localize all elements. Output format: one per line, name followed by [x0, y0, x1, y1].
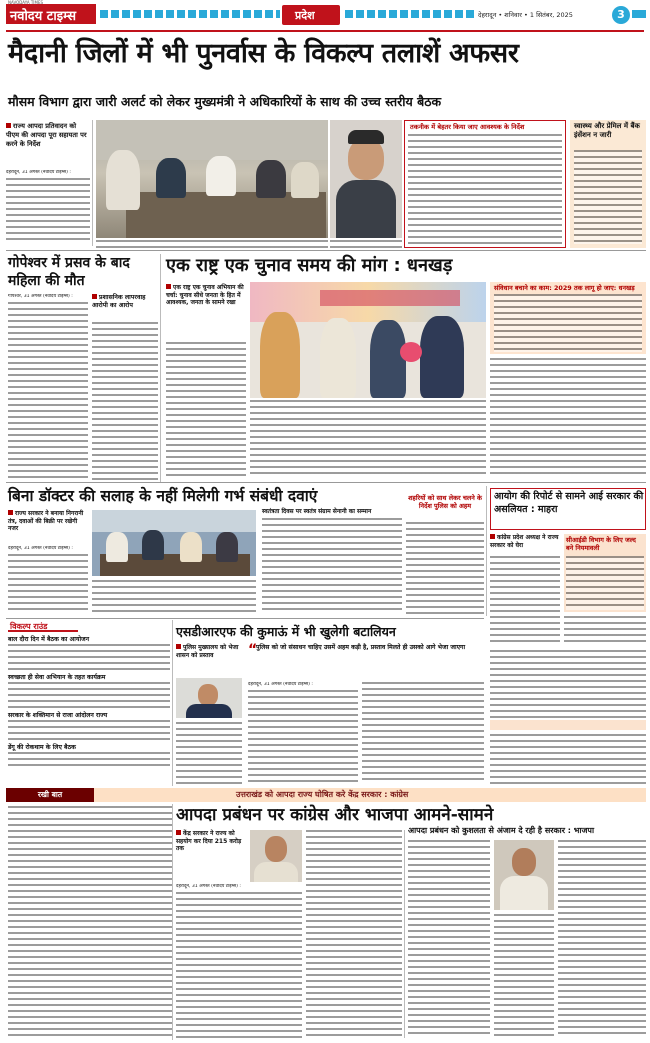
story4-quote: शहरियों को साथ लेकर चलने के निर्देश पुलिस को अहम	[408, 494, 482, 511]
story3-headline: एक राष्ट्र एक चुनाव समय की मांग : धनखड़	[166, 255, 453, 276]
story7-body-col4	[494, 914, 554, 1038]
story2-body-col1	[8, 302, 88, 480]
story4-body-col2	[92, 580, 256, 614]
col-rule	[486, 486, 487, 616]
story4-dateline: देहरादून, 31 अगस्त (नवोदय टाइम्स) :	[8, 546, 73, 551]
brief-body	[8, 752, 170, 766]
photo-person	[106, 532, 128, 562]
page-number: 3	[612, 6, 630, 24]
story7-body-col5	[558, 840, 646, 1038]
lead-headline: मैदानी जिलों में भी पुनर्वास के विकल्प तलाशें अफसर	[8, 38, 519, 69]
brief-title: स्वच्छता ही सेवा अभियान के तहत कार्यक्रम	[8, 674, 106, 681]
brief-title: बाल दौरा दिन में बैठक का आयोजन	[8, 636, 90, 643]
photo-wall	[92, 510, 256, 532]
ticker-label: रखी बात	[6, 788, 94, 802]
section-label: प्रदेश	[295, 9, 315, 22]
story4-bullet: राज्य सरकार ने बनाया निगरानी तंत्र, दवाओं की बिक्री पर रखेगी नजर	[8, 510, 88, 533]
lead-dateline: देहरादून, 31 अगस्त (नवोदय टाइम्स) :	[6, 170, 71, 175]
lead-side-box-body	[408, 134, 562, 246]
story6-body-col1	[176, 722, 242, 784]
section-rule	[6, 250, 646, 251]
story5-body-col1	[490, 556, 560, 646]
story2-headline: गोपेश्वर में प्रसव के बाद महिला की मौत	[8, 255, 130, 289]
story7-sub-headline: आपदा प्रबंधन को कुशलता से अंजाम दे रही है सरकार : भाजपा	[408, 826, 595, 835]
photo-person	[370, 320, 406, 398]
story4-headline: बिना डॉक्टर की सलाह के नहीं मिलेगी गर्भ संबंधी दवाएं	[8, 487, 318, 505]
story3-body-col1	[166, 342, 246, 478]
story4-body-col3	[262, 518, 402, 614]
brief-body	[8, 644, 170, 672]
story7-portrait-left	[250, 830, 302, 882]
lead-body-col3	[330, 240, 402, 248]
story3-body-col3	[490, 358, 646, 478]
story6-quote: पुलिस को जो संसाधन चाहिए उसमें अहम कड़ी है, प्रस्ताव मिलते ही उसको आगे भेजा जाएगा	[256, 644, 466, 651]
lead-bullet: राज्य आपदा प्रतिवादन को पीएम की आपदा पूरा सहायता पर करने के निर्देश	[6, 122, 90, 149]
section-rule	[6, 482, 646, 483]
story6-bullet: पुलिस मुख्यालय को भेजा शासन को प्रस्ताव	[176, 644, 242, 659]
brief-body	[8, 720, 170, 742]
col-rule	[160, 254, 161, 482]
story3-side-title: संविधान बचाने का काम: 2029 तक लागू हो जाए: धनखड़	[494, 284, 635, 292]
photo-person	[320, 318, 356, 398]
story7-body-col2	[306, 830, 402, 1038]
photo-person	[291, 162, 319, 198]
story5-body-col4	[490, 734, 646, 784]
lead-subhead: मौसम विभाग द्वारा जारी अलर्ट को लेकर मुख्यमंत्री ने अधिकारियों के साथ की उच्च स्तरीय बैठक	[8, 94, 442, 109]
dateline: देहरादून • शनिवार • 1 सितंबर, 2025	[478, 11, 573, 19]
col-rule	[172, 804, 173, 1040]
photo-person	[256, 160, 286, 198]
story7-headline: आपदा प्रबंधन पर कांग्रेस और भाजपा आमने-सामने	[176, 805, 494, 825]
portrait-face	[348, 138, 384, 180]
brief-title: डेंगू की रोकथाम के लिए बैठक	[8, 744, 76, 751]
portrait-coat	[336, 180, 396, 238]
photo-person	[106, 150, 140, 210]
lead-body-col2	[96, 240, 328, 248]
photo-person	[420, 316, 464, 398]
story6-quote-mark: “	[248, 642, 258, 658]
story4-body-col4	[406, 522, 484, 614]
masthead-stripe-right	[345, 10, 475, 18]
story6-dateline: देहरादून, 31 अगस्त (नवोदय टाइम्स) :	[248, 682, 313, 687]
photo-person	[156, 158, 186, 198]
portrait-face	[512, 848, 536, 876]
story7-dateline: देहरादून, 31 अगस्त (नवोदय टाइम्स) :	[176, 884, 241, 889]
photo-person	[180, 532, 202, 562]
masthead-stripe-end	[632, 10, 646, 18]
story3-side-body	[494, 294, 642, 352]
photo-person	[206, 156, 236, 196]
col-rule	[172, 620, 173, 786]
portrait-face	[198, 684, 218, 706]
col-rule	[92, 120, 93, 246]
story5-bottom-box	[490, 720, 646, 730]
story6-body-col3	[362, 682, 484, 784]
lead-portrait	[330, 120, 402, 238]
masthead-stripe-left	[100, 10, 280, 18]
story3-photo-event	[250, 282, 486, 398]
story6-headline: एसडीआरएफ की कुमाऊं में भी खुलेगी बटालियन	[176, 624, 396, 639]
story7-portrait-right	[494, 840, 554, 910]
story4-body-col1	[8, 554, 88, 614]
lead-right-box-title: स्वास्थ्य और प्रेमिल में बैंक इंसेंशन न जारी	[574, 122, 640, 139]
story6-portrait	[176, 678, 242, 718]
masthead-tagline: NAVODAYA TIMES	[8, 0, 44, 5]
col-rule	[404, 830, 405, 1038]
masthead-rule	[6, 30, 644, 32]
story2-body-col2	[92, 322, 158, 480]
lead-right-box-body	[574, 150, 642, 244]
ticker-text: उत्तराखंड को आपदा राज्य घोषित करे केंद्र सरकार : कांग्रेस	[236, 790, 409, 799]
portrait-face	[265, 836, 287, 862]
photo-person	[260, 312, 300, 398]
story7-body-col1	[176, 892, 302, 1038]
portrait-coat	[254, 862, 298, 882]
story5-headline: आयोग की रिपोर्ट से सामने आई सरकार की असलियत : माहरा	[494, 491, 644, 515]
masthead	[0, 0, 650, 30]
story7-body-col3	[408, 840, 490, 1038]
story5-sub-box-title: सीआईडी विभाग के लिए जल्द बने नियमावली	[566, 536, 636, 553]
story5-body-col3	[490, 650, 646, 720]
section-rule	[6, 618, 484, 619]
story4-mid-title: स्वतंत्रता दिवस पर स्वतंत्र संग्राम सेनानी का सम्मान	[262, 508, 372, 515]
logo: नवोदय टाइम्स	[10, 9, 77, 24]
story2-dateline: गोपेश्वर, 31 अगस्त (नवोदय टाइम्स) :	[8, 294, 73, 299]
story5-body-col2	[564, 616, 646, 646]
story4-photo	[92, 510, 256, 576]
brief-title: सरकार के शक्तिमान से राजा आंदोलन राज्य	[8, 712, 108, 719]
photo-table	[126, 192, 326, 238]
story6-body-col2	[248, 690, 358, 784]
photo-banner-text	[320, 290, 460, 306]
portrait-coat	[500, 876, 548, 910]
story3-bullet: एक राष्ट्र एक चुनाव अभियान की चर्चा: चुनाव सीधे जनता के हित में आवश्यक, जनता के सामने रखा	[166, 284, 246, 307]
story5-bullet: कांग्रेस प्रदेश अध्यक्ष ने राज्य सरकार को घेरा	[490, 534, 559, 549]
story2-bullet: प्रशासनिक लापरवाह आरोपी का आरोप	[92, 294, 158, 310]
photo-bouquet	[400, 342, 422, 362]
story7-left-col	[8, 806, 172, 1038]
photo-person	[142, 530, 164, 560]
briefs-column	[8, 636, 170, 784]
photo-person	[216, 532, 238, 562]
lead-photo-meeting	[96, 120, 328, 238]
story3-body-col2	[250, 400, 486, 478]
brief-body	[8, 682, 170, 710]
briefs-label: विकल्प राउंड	[10, 622, 48, 631]
portrait-coat	[186, 704, 232, 718]
lead-body-col1	[6, 178, 90, 244]
story5-sub-box-body	[566, 556, 644, 610]
portrait-cap	[348, 130, 384, 144]
lead-side-box-title: तकनीक में बेहतर किया जाए आवश्यक के निर्देश	[410, 123, 525, 131]
story7-bullet: केंद्र सरकार ने राज्य को सहयोग कर दिया 215 करोड़ तक	[176, 830, 248, 853]
